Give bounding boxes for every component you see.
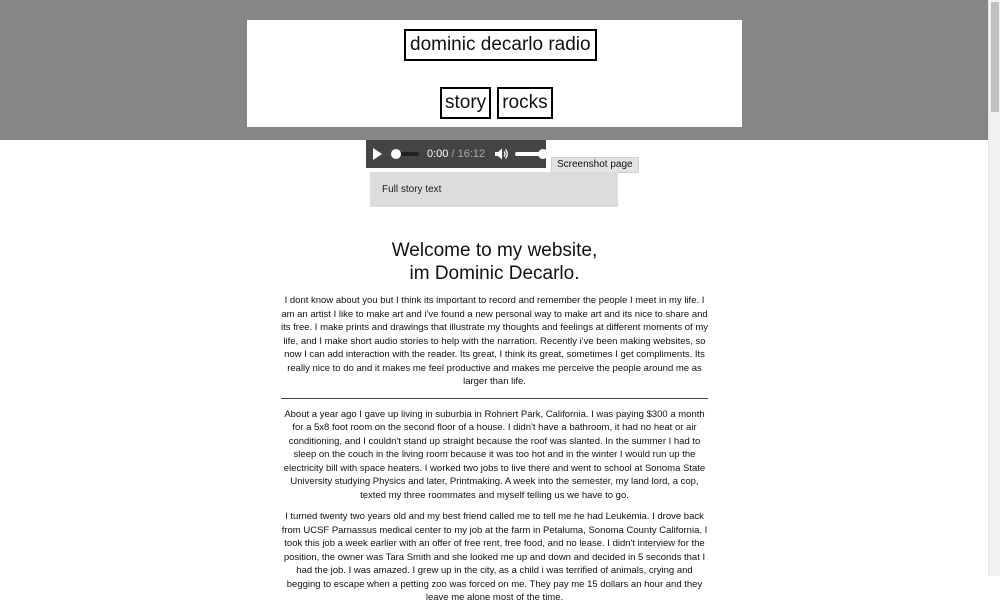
audio-time <box>427 148 485 160</box>
story-paragraph-1: About a year ago I gave up living in suburbia in Rohnert Park, California. I was paying $300 a month for a 5x8 foot room on the second floor of a house. I didn't have a bathroom, it had no heat or air conditioning, and I couldn't stand up straight because the roof was slanted. In the summer I had to sleep on the couch in the living room because it was too hot and in the winter I would run up the electricity bill with space heaters. I worked two jobs to live there and went to school at Sonoma State University studying Physics and later, Printmaking. A week into the semester, my land lord, a cop, texted my three roommates and myself telling us we have to go. <box>283 408 706 501</box>
header-band <box>0 0 988 140</box>
welcome-heading <box>281 239 708 285</box>
duration: 16:12 <box>457 148 486 160</box>
story-paragraph-2: I turned twenty two years old and my best friend called me to tell me he had Leukemia. I drove back from UCSF Parnassus medical center to my job at the farm in Petaluma, Sonoma County California. I took this job a week earlier with an offer of free rent, free food, and no lease. I didn't interview for the position, the owner was Tara Smith and she looked me up and down and decided in 5 seconds that I had the job. I was amazed. I grew up in the city, as a child i was terrified of animals, crying and begging to escape when a petting zoo was forced on me. They pay me 15 dollars an hour and they leave me alone most of the time. <box>281 511 708 603</box>
welcome-line-2: im Dominic Decarlo. <box>409 263 580 284</box>
volume-knob[interactable] <box>538 149 548 159</box>
screenshot-page-button[interactable]: Screenshot page <box>551 157 639 173</box>
scrollbar-thumb[interactable] <box>991 2 999 112</box>
volume-slider[interactable] <box>515 152 545 156</box>
full-story-toggle[interactable]: Full story text <box>370 172 618 207</box>
progress-knob[interactable] <box>391 149 401 159</box>
volume-icon[interactable] <box>495 148 509 160</box>
audio-progress-bar[interactable] <box>393 152 419 156</box>
time-separator: / <box>451 148 455 160</box>
main-content <box>281 239 708 605</box>
main-nav <box>440 87 553 119</box>
welcome-line-1: Welcome to my website, <box>391 240 598 261</box>
intro-paragraph: I dont know about you but I think its important to record and remember the people I meet in my life. I am an artist I like to make art and i've found a new personal way to make art and its nice to share and its free. I make prints and drawings that illustrate my thoughts and feelings at different moments of my life, and I make short audio stories to help with the narration. Recently i've been making websites, so now I can add interaction with the reader. Its great, I think its great, sometimes I get compliments. Its really nice to do and it makes me feel productive and makes me perceive the people around me as larger than life. <box>281 295 709 387</box>
current-time: 0:00 <box>427 148 449 160</box>
header-box <box>247 20 742 127</box>
site-title[interactable]: dominic decarlo radio <box>404 29 597 61</box>
audio-player <box>366 140 546 168</box>
nav-link-story[interactable]: story <box>440 87 491 119</box>
divider <box>281 398 708 399</box>
vertical-scrollbar[interactable] <box>988 0 1000 576</box>
play-icon[interactable] <box>373 148 382 160</box>
nav-link-rocks[interactable]: rocks <box>497 87 552 119</box>
